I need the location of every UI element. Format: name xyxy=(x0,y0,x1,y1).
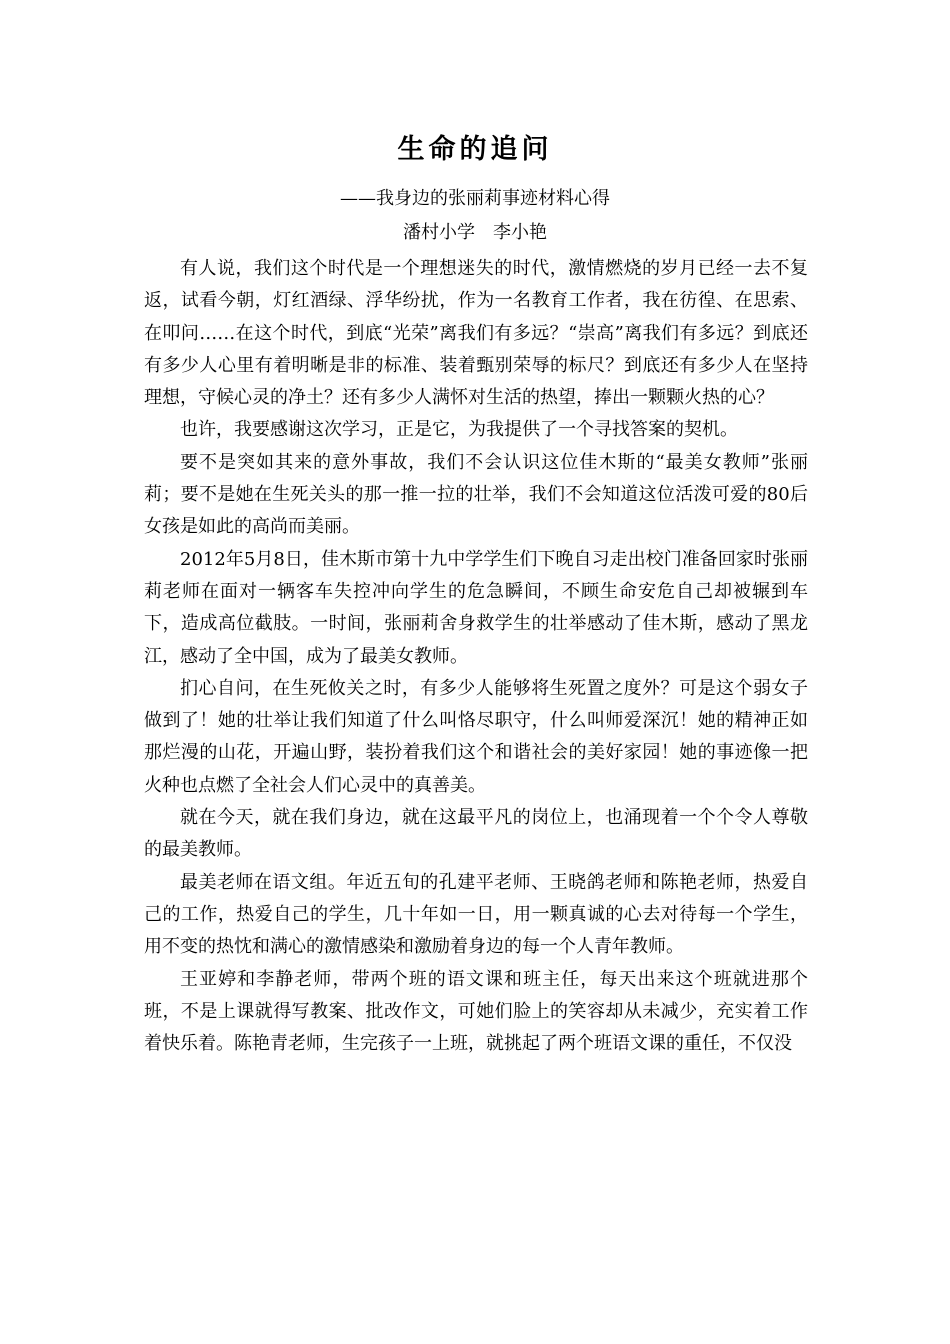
author-line: 潘村小学 李小艳 xyxy=(403,222,547,243)
paragraph: 有人说，我们这个时代是一个理想迷失的时代，激情燃烧的岁月已经一去不复返，试看今朝，灯红酒绿、浮华纷扰，作为一名教育工作者，我在彷徨、在思索、在叩问……在这个时代，到底“光荣”离我们有多远？“崇高”离我们有多远？到底还有多少人心里有着明晰是非的标准、装着甄别荣辱的标尺？到底还有多少人在坚持理想，守候心灵的净土？还有多少人满怀对生活的热望，捧出一颗颗火热的心？ xyxy=(144,258,808,409)
paragraph: 要不是突如其来的意外事故，我们不会认识这位佳木斯的“最美女教师”张丽莉；要不是她在生死关头的那一推一拉的壮举，我们不会知道这位活泼可爱的80后女孩是如此的高尚而美丽。 xyxy=(144,451,808,538)
paragraph: 2012年5月8日，佳木斯市第十九中学学生们下晚自习走出校门准备回家时张丽莉老师在面对一辆客车失控冲向学生的危急瞬间，不顾生命安危自己却被辗到车下，造成高位截肢。一时间，张丽莉舍身救学生的壮举感动了佳木斯，感动了黑龙江，感动了全中国，成为了最美女教师。 xyxy=(144,548,808,667)
paragraph: 王亚婷和李静老师，带两个班的语文课和班主任，每天出来这个班就进那个班，不是上课就得写教案、批改作文，可她们脸上的笑容却从未减少，充实着工作着快乐着。陈艳青老师，生完孩子一上班，就挑起了两个班语文课的重任，不仅没 xyxy=(144,968,808,1055)
document-body xyxy=(144,253,808,1060)
document-subtitle: ——我身边的张丽莉事迹材料心得 xyxy=(340,188,610,209)
paragraph: 最美老师在语文组。年近五旬的孔建平老师、王晓鸽老师和陈艳老师，热爱自己的工作，热爱自己的学生，几十年如一日，用一颗真诚的心去对待每一个学生，用不变的热忱和满心的激情感染和激励着身边的每一个人青年教师。 xyxy=(144,871,808,958)
paragraph: 扪心自问，在生死攸关之时，有多少人能够将生死置之度外？可是这个弱女子做到了！她的壮举让我们知道了什么叫恪尽职守，什么叫师爱深沉！她的精神正如那烂漫的山花，开遍山野，装扮着我们这个和谐社会的美好家园！她的事迹像一把火种也点燃了全社会人们心灵中的真善美。 xyxy=(144,677,808,796)
document-title: 生命的追问 xyxy=(397,134,553,165)
paragraph: 也许，我要感谢这次学习，正是它，为我提供了一个寻找答案的契机。 xyxy=(180,419,738,441)
paragraph: 就在今天，就在我们身边，就在这最平凡的岗位上，也涌现着一个个令人尊敬的最美教师。 xyxy=(144,807,808,861)
